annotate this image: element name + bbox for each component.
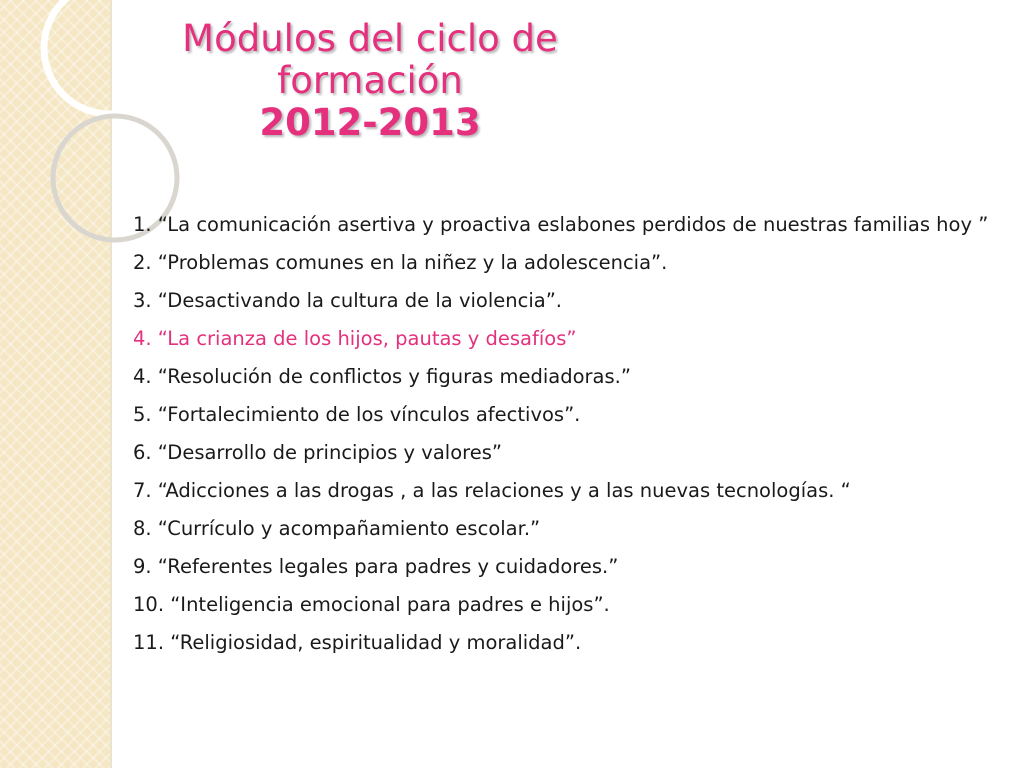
decorative-band bbox=[0, 0, 110, 768]
band-divider bbox=[110, 0, 112, 768]
title-year: 2012-2013 bbox=[259, 101, 481, 144]
module-item-highlighted: 4. “La crianza de los hijos, pautas y desafíos” bbox=[133, 327, 577, 350]
module-item: 4. “Resolución de conflictos y figuras mediadoras.” bbox=[133, 365, 631, 388]
module-item: 8. “Currículo y acompañamiento escolar.” bbox=[133, 517, 541, 540]
title-line-2: formación bbox=[277, 59, 463, 102]
module-item: 6. “Desarrollo de principios y valores” bbox=[133, 441, 502, 464]
module-item: 10. “Inteligencia emocional para padres e hijos”. bbox=[133, 593, 610, 616]
slide-title bbox=[120, 18, 620, 144]
module-item: 2. “Problemas comunes en la niñez y la adolescencia”. bbox=[133, 251, 668, 274]
module-item: 3. “Desactivando la cultura de la violencia”. bbox=[133, 289, 562, 312]
module-item: 1. “La comunicación asertiva y proactiva eslabones perdidos de nuestras familias hoy ” bbox=[133, 213, 989, 236]
module-item: 7. “Adicciones a las drogas , a las relaciones y a las nuevas tecnologías. “ bbox=[133, 479, 851, 502]
module-item: 5. “Fortalecimiento de los vínculos afectivos”. bbox=[133, 403, 581, 426]
module-list bbox=[133, 212, 1013, 668]
module-item: 9. “Referentes legales para padres y cuidadores.” bbox=[133, 555, 619, 578]
title-line-1: Módulos del ciclo de bbox=[182, 17, 558, 60]
module-item: 11. “Religiosidad, espiritualidad y moralidad”. bbox=[133, 631, 582, 654]
